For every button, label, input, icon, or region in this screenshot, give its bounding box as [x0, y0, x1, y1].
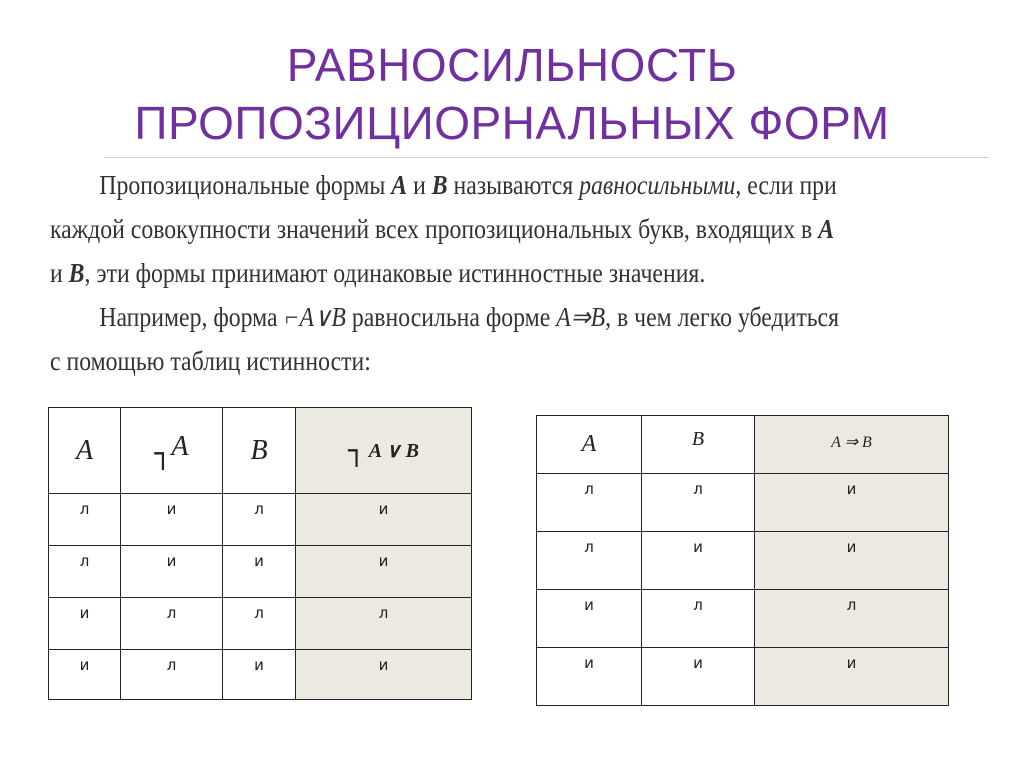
- table-row: [49, 494, 472, 546]
- text: с помощью таблиц истинности:: [50, 346, 371, 376]
- cell: и: [49, 598, 121, 650]
- cell: л: [537, 532, 642, 590]
- cell: и: [223, 546, 296, 598]
- paragraph-line-1: [50, 163, 873, 207]
- table-header-row: [49, 408, 472, 494]
- cell: л: [296, 598, 472, 650]
- cell: л: [642, 474, 755, 532]
- term-equivalent: равносильными: [579, 170, 736, 200]
- truth-table-not-a-or-b: [48, 407, 472, 700]
- text: и: [407, 170, 432, 200]
- paragraph-line-3: [50, 251, 873, 295]
- cell: и: [296, 546, 472, 598]
- title-line-1: РАВНОСИЛЬНОСТЬ: [286, 39, 738, 91]
- cell: и: [755, 648, 949, 706]
- var-a: A: [818, 214, 835, 244]
- title-line-2: ПРОПОЗИЦИОРНАЛЬНЫХ ФОРМ: [134, 97, 890, 149]
- formula-a-implies-b: A⇒B: [556, 302, 606, 332]
- table-row: [537, 648, 949, 706]
- definition-paragraph: [50, 163, 873, 383]
- cell: л: [223, 598, 296, 650]
- table-row: [49, 598, 472, 650]
- table-header-row: [537, 416, 949, 474]
- var-a: A: [391, 170, 408, 200]
- cell: и: [755, 532, 949, 590]
- text: , если при: [735, 170, 837, 200]
- cell: и: [296, 650, 472, 700]
- text: и: [50, 258, 69, 288]
- cell: л: [49, 494, 121, 546]
- text: Пропозициональные формы: [99, 170, 392, 200]
- cell: и: [537, 590, 642, 648]
- table-row: [49, 546, 472, 598]
- cell: и: [49, 650, 121, 700]
- text: , в чем легко убедиться: [605, 302, 840, 332]
- header-a-implies-b: A ⇒ B: [755, 416, 949, 474]
- header-b: B: [223, 408, 296, 494]
- cell: и: [537, 648, 642, 706]
- slide-title: [0, 36, 1024, 152]
- cell: и: [121, 494, 223, 546]
- cell: и: [642, 648, 755, 706]
- table-row: [537, 474, 949, 532]
- cell: и: [755, 474, 949, 532]
- text: равносильна форме: [345, 302, 557, 332]
- cell: и: [296, 494, 472, 546]
- header-not-a-or-b: ┐ A ∨ B: [296, 408, 472, 494]
- paragraph-line-4: [50, 295, 873, 339]
- header-not-a: ┐A: [121, 408, 223, 494]
- text: каждой совокупности значений всех пропозициональных букв, входящих в: [50, 214, 819, 244]
- table-row: [49, 650, 472, 700]
- header-b: B: [642, 416, 755, 474]
- cell: л: [223, 494, 296, 546]
- cell: л: [537, 474, 642, 532]
- var-b: B: [431, 170, 448, 200]
- text: Например, форма: [99, 302, 284, 332]
- table-row: [537, 532, 949, 590]
- cell: л: [121, 650, 223, 700]
- divider: [104, 157, 989, 158]
- table-row: [537, 590, 949, 648]
- text: , эти формы принимают одинаковые истинностные значения.: [84, 258, 706, 288]
- text: называются: [447, 170, 580, 200]
- paragraph-line-5: [50, 339, 873, 383]
- header-a: A: [49, 408, 121, 494]
- cell: л: [49, 546, 121, 598]
- truth-table-a-implies-b: [536, 415, 949, 706]
- cell: л: [755, 590, 949, 648]
- cell: и: [121, 546, 223, 598]
- cell: и: [642, 532, 755, 590]
- cell: л: [121, 598, 223, 650]
- cell: л: [642, 590, 755, 648]
- header-a: A: [537, 416, 642, 474]
- paragraph-line-2: [50, 207, 873, 251]
- formula-not-a-or-b: ⌐A∨B: [283, 302, 346, 332]
- var-b: B: [68, 258, 85, 288]
- cell: и: [223, 650, 296, 700]
